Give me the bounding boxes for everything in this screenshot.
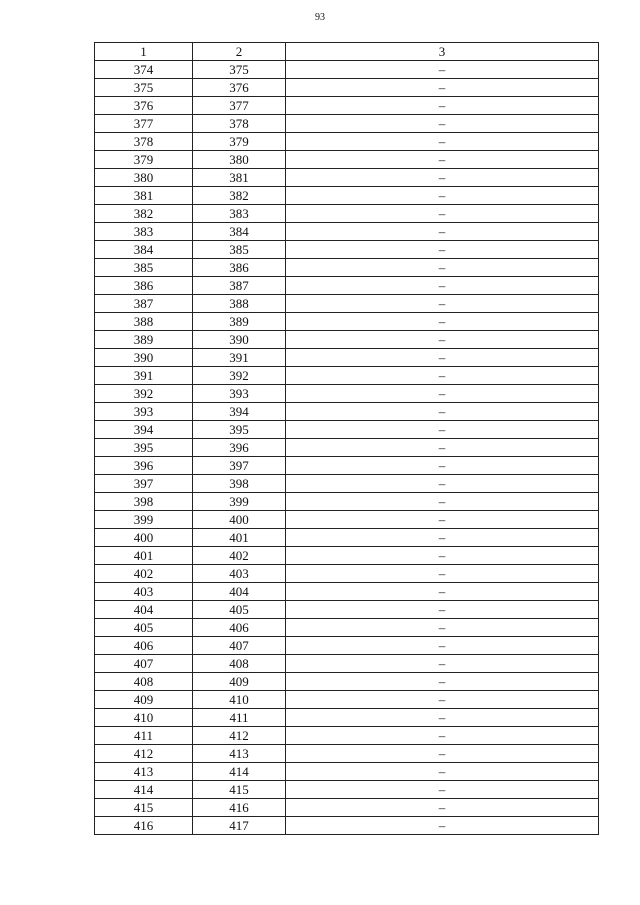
table-row: [95, 439, 599, 457]
table-cell-col-2: 393: [193, 385, 286, 403]
table-cell-col-2: 384: [193, 223, 286, 241]
table-row: [95, 511, 599, 529]
table-cell-col-1: 381: [95, 187, 193, 205]
table-cell-col-2: 400: [193, 511, 286, 529]
table-row: [95, 745, 599, 763]
table-cell-col-2: 403: [193, 565, 286, 583]
table-row: [95, 295, 599, 313]
column-header-3: 3: [286, 43, 599, 61]
table-row: [95, 205, 599, 223]
table-row: [95, 385, 599, 403]
table-cell-col-3: –: [286, 331, 599, 349]
table-cell-col-3: –: [286, 133, 599, 151]
table-cell-col-3: –: [286, 601, 599, 619]
table-cell-col-3: –: [286, 583, 599, 601]
table-row: [95, 619, 599, 637]
table-row: [95, 457, 599, 475]
table-cell-col-1: 376: [95, 97, 193, 115]
table-cell-col-3: –: [286, 295, 599, 313]
table-row: [95, 691, 599, 709]
table-row: [95, 475, 599, 493]
table-cell-col-2: 414: [193, 763, 286, 781]
table-row: [95, 313, 599, 331]
table-cell-col-2: 412: [193, 727, 286, 745]
table-cell-col-3: –: [286, 475, 599, 493]
table-cell-col-2: 413: [193, 745, 286, 763]
table-row: [95, 763, 599, 781]
table-cell-col-3: –: [286, 619, 599, 637]
table-cell-col-1: 395: [95, 439, 193, 457]
table-cell-col-2: 410: [193, 691, 286, 709]
table-cell-col-1: 383: [95, 223, 193, 241]
table-cell-col-3: –: [286, 241, 599, 259]
table-cell-col-2: 398: [193, 475, 286, 493]
table-cell-col-2: 386: [193, 259, 286, 277]
table-cell-col-2: 409: [193, 673, 286, 691]
table-cell-col-3: –: [286, 799, 599, 817]
table-cell-col-2: 408: [193, 655, 286, 673]
table-cell-col-2: 395: [193, 421, 286, 439]
table-cell-col-1: 416: [95, 817, 193, 835]
table-cell-col-1: 408: [95, 673, 193, 691]
table-row: [95, 169, 599, 187]
table-cell-col-3: –: [286, 817, 599, 835]
table-cell-col-1: 389: [95, 331, 193, 349]
table-cell-col-1: 386: [95, 277, 193, 295]
table-row: [95, 565, 599, 583]
table-cell-col-2: 375: [193, 61, 286, 79]
table-cell-col-3: –: [286, 529, 599, 547]
table-cell-col-3: –: [286, 115, 599, 133]
table-row: [95, 187, 599, 205]
table-cell-col-1: 411: [95, 727, 193, 745]
table-cell-col-1: 414: [95, 781, 193, 799]
column-header-2: 2: [193, 43, 286, 61]
table-cell-col-1: 412: [95, 745, 193, 763]
table-cell-col-1: 391: [95, 367, 193, 385]
table-row: [95, 61, 599, 79]
table-cell-col-3: –: [286, 493, 599, 511]
table-cell-col-3: –: [286, 349, 599, 367]
table-cell-col-3: –: [286, 763, 599, 781]
table-row: [95, 817, 599, 835]
table-row: [95, 403, 599, 421]
table-cell-col-3: –: [286, 223, 599, 241]
table-cell-col-2: 388: [193, 295, 286, 313]
table-cell-col-3: –: [286, 781, 599, 799]
page-number: 93: [315, 12, 325, 23]
table-cell-col-2: 411: [193, 709, 286, 727]
table-cell-col-1: 410: [95, 709, 193, 727]
table-cell-col-1: 415: [95, 799, 193, 817]
table-cell-col-3: –: [286, 691, 599, 709]
table-cell-col-1: 374: [95, 61, 193, 79]
table-cell-col-2: 377: [193, 97, 286, 115]
table-row: [95, 583, 599, 601]
table-cell-col-2: 376: [193, 79, 286, 97]
table-cell-col-2: 385: [193, 241, 286, 259]
table-row: [95, 637, 599, 655]
table-cell-col-1: 399: [95, 511, 193, 529]
table-cell-col-2: 392: [193, 367, 286, 385]
table-cell-col-1: 413: [95, 763, 193, 781]
table-cell-col-3: –: [286, 61, 599, 79]
table-cell-col-3: –: [286, 403, 599, 421]
table-cell-col-2: 415: [193, 781, 286, 799]
table-row: [95, 259, 599, 277]
table-cell-col-1: 394: [95, 421, 193, 439]
table-cell-col-3: –: [286, 655, 599, 673]
table-cell-col-1: 407: [95, 655, 193, 673]
table-row: [95, 241, 599, 259]
table-cell-col-2: 380: [193, 151, 286, 169]
table-cell-col-2: 405: [193, 601, 286, 619]
table-cell-col-1: 390: [95, 349, 193, 367]
table-cell-col-3: –: [286, 673, 599, 691]
table-cell-col-1: 392: [95, 385, 193, 403]
table-cell-col-3: –: [286, 511, 599, 529]
table-cell-col-3: –: [286, 79, 599, 97]
table-row: [95, 331, 599, 349]
table-cell-col-3: –: [286, 547, 599, 565]
table-row: [95, 277, 599, 295]
data-table: [94, 42, 599, 835]
table-cell-col-2: 379: [193, 133, 286, 151]
table-cell-col-1: 401: [95, 547, 193, 565]
table-cell-col-3: –: [286, 151, 599, 169]
table-body: [95, 61, 599, 835]
table-cell-col-1: 409: [95, 691, 193, 709]
table-cell-col-3: –: [286, 169, 599, 187]
table-row: [95, 97, 599, 115]
table-cell-col-1: 397: [95, 475, 193, 493]
table-cell-col-2: 399: [193, 493, 286, 511]
table-cell-col-2: 390: [193, 331, 286, 349]
table-cell-col-2: 387: [193, 277, 286, 295]
table-cell-col-2: 382: [193, 187, 286, 205]
table-cell-col-1: 388: [95, 313, 193, 331]
table-cell-col-2: 402: [193, 547, 286, 565]
table-cell-col-2: 407: [193, 637, 286, 655]
table-cell-col-3: –: [286, 439, 599, 457]
table-row: [95, 709, 599, 727]
table-cell-col-1: 398: [95, 493, 193, 511]
table-cell-col-1: 382: [95, 205, 193, 223]
table-cell-col-1: 384: [95, 241, 193, 259]
table-cell-col-2: 381: [193, 169, 286, 187]
table-cell-col-2: 416: [193, 799, 286, 817]
table-row: [95, 655, 599, 673]
table-cell-col-3: –: [286, 313, 599, 331]
table-cell-col-1: 406: [95, 637, 193, 655]
table-cell-col-2: 396: [193, 439, 286, 457]
table-cell-col-1: 387: [95, 295, 193, 313]
table-cell-col-3: –: [286, 367, 599, 385]
table-row: [95, 547, 599, 565]
table-cell-col-3: –: [286, 97, 599, 115]
table-cell-col-1: 403: [95, 583, 193, 601]
table-row: [95, 493, 599, 511]
table-cell-col-3: –: [286, 727, 599, 745]
table-cell-col-3: –: [286, 637, 599, 655]
table-cell-col-3: –: [286, 421, 599, 439]
table-row: [95, 601, 599, 619]
table-row: [95, 367, 599, 385]
table-cell-col-1: 405: [95, 619, 193, 637]
table-cell-col-3: –: [286, 259, 599, 277]
table-cell-col-1: 402: [95, 565, 193, 583]
table-row: [95, 133, 599, 151]
table-row: [95, 349, 599, 367]
table-cell-col-3: –: [286, 187, 599, 205]
table-row: [95, 781, 599, 799]
table-cell-col-2: 404: [193, 583, 286, 601]
table-cell-col-1: 380: [95, 169, 193, 187]
table-cell-col-3: –: [286, 385, 599, 403]
table-cell-col-3: –: [286, 565, 599, 583]
table-cell-col-2: 383: [193, 205, 286, 223]
table-cell-col-3: –: [286, 277, 599, 295]
table-row: [95, 727, 599, 745]
table-cell-col-1: 379: [95, 151, 193, 169]
table-cell-col-2: 397: [193, 457, 286, 475]
table-cell-col-3: –: [286, 205, 599, 223]
table-row: [95, 223, 599, 241]
table-cell-col-3: –: [286, 457, 599, 475]
table-cell-col-1: 375: [95, 79, 193, 97]
table-cell-col-1: 378: [95, 133, 193, 151]
table-cell-col-1: 400: [95, 529, 193, 547]
table-cell-col-1: 404: [95, 601, 193, 619]
table-cell-col-3: –: [286, 745, 599, 763]
table-cell-col-2: 406: [193, 619, 286, 637]
column-header-1: 1: [95, 43, 193, 61]
table-row: [95, 115, 599, 133]
table-cell-col-1: 385: [95, 259, 193, 277]
table-cell-col-1: 393: [95, 403, 193, 421]
table-row: [95, 529, 599, 547]
table-cell-col-2: 378: [193, 115, 286, 133]
table-cell-col-1: 377: [95, 115, 193, 133]
table-cell-col-2: 417: [193, 817, 286, 835]
table-cell-col-2: 401: [193, 529, 286, 547]
table-header: [95, 43, 599, 61]
table-cell-col-3: –: [286, 709, 599, 727]
table-row: [95, 151, 599, 169]
table-cell-col-2: 389: [193, 313, 286, 331]
table-cell-col-2: 391: [193, 349, 286, 367]
table-row: [95, 421, 599, 439]
header-row: [95, 43, 599, 61]
table-row: [95, 79, 599, 97]
table-cell-col-1: 396: [95, 457, 193, 475]
table-row: [95, 799, 599, 817]
table-cell-col-2: 394: [193, 403, 286, 421]
table-row: [95, 673, 599, 691]
